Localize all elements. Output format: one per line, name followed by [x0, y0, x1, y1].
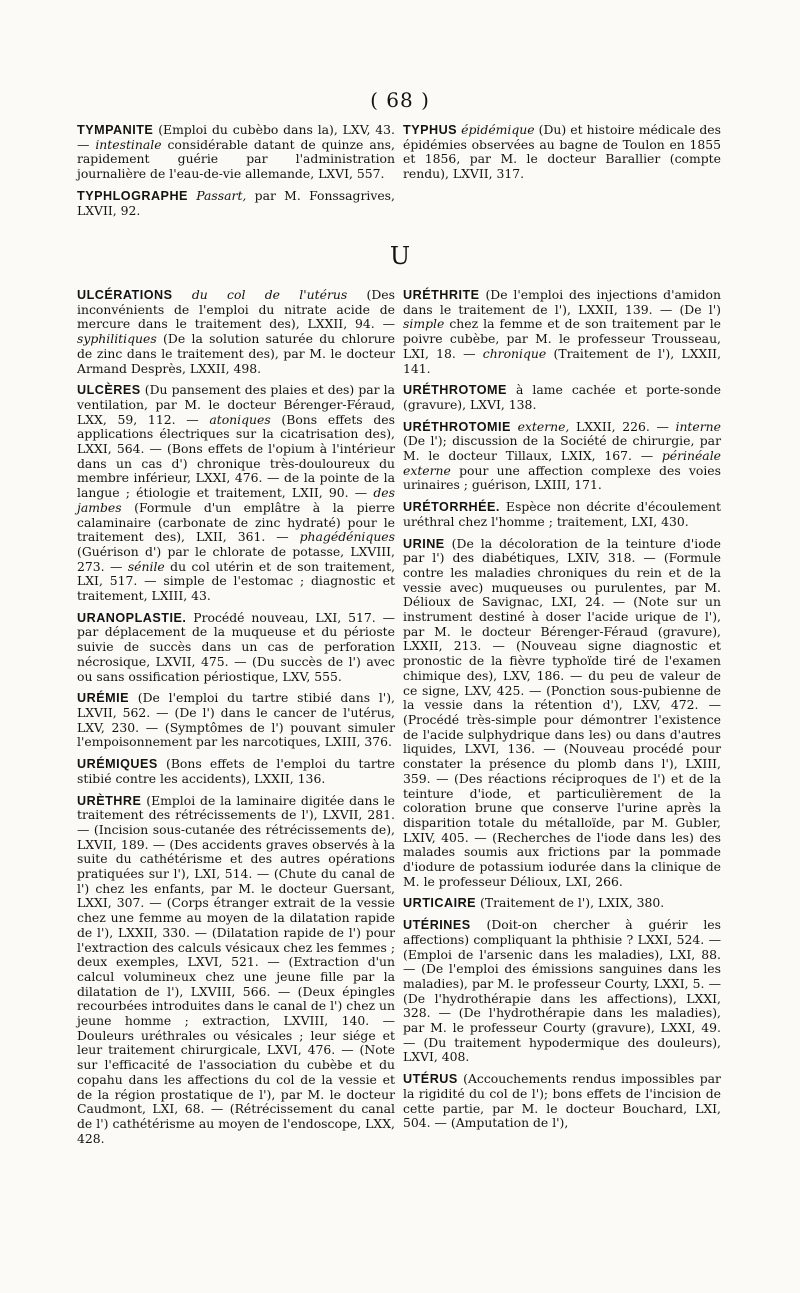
entry-text: (Accouchements rendus impossibles par la rigidité du col de l'); bons effets de l'incision de cette partie, par M. le docteur Bouchard, LXI, 504. — (Amputation de l'), — [403, 1071, 721, 1131]
entry-headword: URINE — [403, 536, 445, 551]
entry-text: considérable datant de quinze ans, rapidement guérie par l'administration journalière de l'eau-de-vie allemande, LXVI, 557. — [77, 136, 395, 182]
entry-text: (Emploi du cubèbo dans la), LXV, 43. — — [77, 122, 395, 152]
entry-text: (Du) et histoire médicale des épidémies observées au bagne de Toulon en 1855 et 1856, par M. le docteur Barallier (compte rendu), LXVII, 317. — [403, 122, 721, 182]
index-entry — [403, 537, 721, 890]
entry-italic-text: Passart, — [196, 187, 247, 203]
entry-italic-text: chronique — [482, 345, 547, 361]
entry-headword: TYPHUS — [403, 123, 458, 137]
entry-headword: URANOPLASTIE. — [77, 610, 187, 625]
entry-text: (De la solution saturée du chlorure de zinc dans le traitement des), par M. le docteur Armand Desprès, LXXII, 498. — [77, 331, 395, 376]
entry-italic-text: périnéale externe — [403, 448, 721, 478]
entry-headword: ULCÉRATIONS — [77, 288, 173, 302]
section-letter: U — [389, 242, 411, 270]
entry-headword: URÉMIE — [77, 691, 129, 706]
entry-text: Espèce non décrite d'écoulement uréthral chez l'homme ; traitement, LXI, 430. — [403, 499, 721, 529]
entry-text: par M. Fonssagrives, LXVII, 92. — [77, 187, 395, 218]
entry-text: (De l'emploi du tartre stibié dans l'), LXVII, 562. — (De l') dans le cancer de l'utérus, LXV, 230. — (Symptômes de l') pouvant simuler l'empoisonnement par les narcotiques, LXIII, 376. — [77, 690, 395, 750]
entry-italic-text: intestinale — [95, 136, 162, 152]
entry-text: (Traitement de l'), LXXII, 141. — [403, 345, 722, 376]
index-entry — [403, 383, 721, 412]
entry-text: à lame cachée et porte-sonde (gravure), LXVI, 138. — [403, 382, 721, 412]
entry-text: (Guérison d') par le chlorate de potasse, LXVIII, 273. — — [77, 543, 395, 574]
entry-text: (Bons effets de l'emploi du tartre stibié contre les accidents), LXXII, 136. — [77, 756, 395, 786]
top-left-column — [77, 123, 395, 225]
entry-italic-text: des jambes — [77, 485, 395, 515]
entry-italic-text: du col de l'utérus — [191, 287, 348, 302]
right-column — [403, 288, 721, 1138]
entry-italic-text: épidémique — [461, 122, 535, 137]
top-right-column — [403, 123, 721, 189]
index-entry — [403, 500, 721, 529]
entry-text: (Emploi de la laminaire digitée dans le traitement des rétrécissements de l'), LXVII, 281. — (Incision sous-cutanée des rétrécissements de), LXVII, 189. — (Des accidents graves observés à la suite du cathétérisme et des autres opérations pratiquées sur l'), LXI, 514. — (Chute du canal de l') chez les enfants, par M. le docteur Guersant, LXXI, 307. — (Corps étranger extrait de la vessie chez une femme au moyen de la dilatation rapide de l'), LXXII, 330. — (Dilatation rapide de l') pour l'extraction des calculs vésicaux chez les femmes ; deux exemples, LXVI, 521. — (Extraction d'un calcul volumineux chez une jeune fille par la dilatation de l'), LXVIII, 566. — (Deux épingles recourbées introduites dans le canal de l') chez un jeune homme ; extraction, LXVIII, 140. — Douleurs uréthrales ou vésicales ; leur siége et leur traitement chirurgicale, LXVI, 476. — (Note sur l'efficacité de l'association du cubèbe et du copahu dans les affections du col de la vessie et de la région prostatique de l'), par M. le docteur Caudmont, LXI, 68. — (Rétrécissement du canal de l') cathétérisme au moyen de l'endoscope, LXX, 428. — [77, 792, 395, 1146]
entry-text: (Bons effets des applications électriques sur la cicatrisation des), LXXI, 564. — (Bons effets de l'opium à l'intérieur dans un cas d') chronique très-douloureux du membre inférieur, LXXI, 476. — de la pointe de la langue ; étiologie et traitement, LXII, 90. — — [77, 411, 395, 501]
entry-text: du col utérin et de son traitement, LXI, 517. — simple de l'estomac ; diagnostic et traitement, LXIII, 43. — [77, 558, 396, 604]
entry-text: (Du pansement des plaies et des) par la ventilation, par M. le docteur Bérenger-Féraud, LXX, 59, 112. — — [77, 382, 395, 427]
entry-text — [173, 287, 192, 302]
entry-text: (Des inconvénients de l'emploi du nitrate acide de mercure dans le traitement des), LXXII, 94. — — [77, 287, 395, 332]
entry-headword: URÉTHROTOMIE — [403, 419, 511, 434]
index-entry — [77, 288, 395, 376]
index-entry — [403, 1072, 721, 1131]
index-entry — [403, 420, 721, 494]
entry-text — [188, 188, 196, 203]
index-entry — [403, 288, 721, 376]
index-entry — [77, 189, 395, 218]
entry-text: LXXII, 226. — — [569, 418, 676, 434]
index-entry — [403, 918, 721, 1065]
entry-text: (De l'); discussion de la Société de chirurgie, par M. le docteur Tillaux, LXIX, 167. — — [403, 433, 721, 464]
page-number: ( 68 ) — [370, 88, 430, 112]
entry-italic-text: phagédéniques — [299, 529, 395, 545]
entry-italic-text: externe, — [517, 418, 570, 434]
entry-text: Procédé nouveau, LXI, 517. — par déplacement de la muqueuse et du périoste suivie de succès dans un cas de perforation nécrosique, LXVII, 475. — (Du succès de l') avec ou sans ossification périostique, LXV, 555. — [77, 609, 395, 684]
entry-headword: UTÉRUS — [403, 1072, 458, 1087]
entry-headword: ULCÈRES — [77, 383, 141, 398]
entry-headword: URÉMIQUES — [77, 757, 158, 772]
left-column — [77, 288, 395, 1153]
entry-italic-text: interne — [675, 418, 721, 434]
entry-text: (De la décoloration de la teinture d'iode par l') des diabétiques, LXIV, 318. — (Formule contre les maladies chroniques du rein et de la vessie avec) muqueuses ou purulentes, par M. Délioux de Savignac, LXI, 24. — (Note sur un instrument destiné à doser l'acide urique de l'), par M. le docteur Bérenger-Féraud (gravure), LXXII, 213. — (Nouveau signe diagnostic et pronostic de la fièvre typhoïde tiré de l'examen chimique des), LXV, 186. — du peu de valeur de ce signe, LXV, 425. — (Ponction sous-pubienne de la vessie dans la rétention d'), LXV, 472. — (Procédé très-simple pour démontrer l'existence de l'acide sulphydrique dans les) ou dans d'autres liquides, LXVI, 136. — (Nouveau procédé pour constater la présence du plomb dans l'), LXIII, 359. — (Des réactions réciproques de l') et de la teinture d'iode, et particulièrement de la coloration brune que conserve l'urine après la disparition totale du métalloïde, par M. Gubler, LXIV, 405. — (Recherches de l'iode dans les) des malades soumis aux frictions par la pommade d'iodure de potassium iodurée dans la clinique de M. le professeur Délioux, LXI, 266. — [403, 535, 721, 889]
entry-headword: URÉTHROTOME — [403, 383, 507, 398]
entry-text: (De l'emploi des injections d'amidon dans le traitement de l'), LXXII, 139. — (De l') — [403, 287, 721, 317]
entry-headword: URTICAIRE — [403, 896, 477, 911]
entry-text: (Formule d'un emplâtre à la pierre calaminaire (carbonate de zinc hydraté) pour le traitement des), LXII, 361. — — [77, 499, 395, 545]
entry-headword: UTÉRINES — [403, 918, 471, 933]
index-entry — [77, 691, 395, 750]
entry-italic-text: simple — [403, 316, 445, 332]
entry-headword: URÉTHRITE — [403, 288, 480, 302]
entry-text: chez la femme et de son traitement par le poivre cubèbe, par M. le professeur Trousseau, LXI, 18. — — [403, 316, 721, 361]
index-entry — [77, 383, 395, 604]
index-entry — [77, 123, 395, 182]
index-entry — [403, 123, 721, 182]
entry-text: (Doit-on chercher à guérir les affections) compliquant la phthisie ? LXXI, 524. — (Emploi de l'arsenic dans les maladies), LXI, 88. — (De l'emploi des émissions sanguines dans les maladies), par M. le professeur Courty, LXXI, 5. — (De l'hydrothérapie dans les affections), LXXI, 328. — (De l'hydrothérapie dans les maladies), par M. le professeur Courty (gravure), LXXI, 49. — (Du traitement hypodermique des douleurs), LXVI, 408. — [403, 917, 721, 1065]
index-entry — [403, 896, 721, 911]
entry-italic-text: syphilitiques — [77, 331, 157, 347]
entry-italic-text: sénile — [127, 558, 165, 574]
entry-text: (Traitement de l'), LXIX, 380. — [476, 895, 665, 911]
entry-headword: URÈTHRE — [77, 793, 142, 808]
index-entry — [77, 611, 395, 685]
entry-headword: URÉTORRHÉE. — [403, 500, 500, 515]
index-entry — [77, 757, 395, 786]
entry-headword: TYMPANITE — [77, 123, 154, 137]
entry-italic-text: atoniques — [209, 411, 271, 427]
entry-text — [511, 419, 518, 434]
entry-text: pour une affection complexe des voies urinaires ; guérison, LXIII, 171. — [403, 462, 721, 493]
index-entry — [77, 794, 395, 1147]
entry-headword: TYPHLOGRAPHE — [77, 188, 188, 203]
